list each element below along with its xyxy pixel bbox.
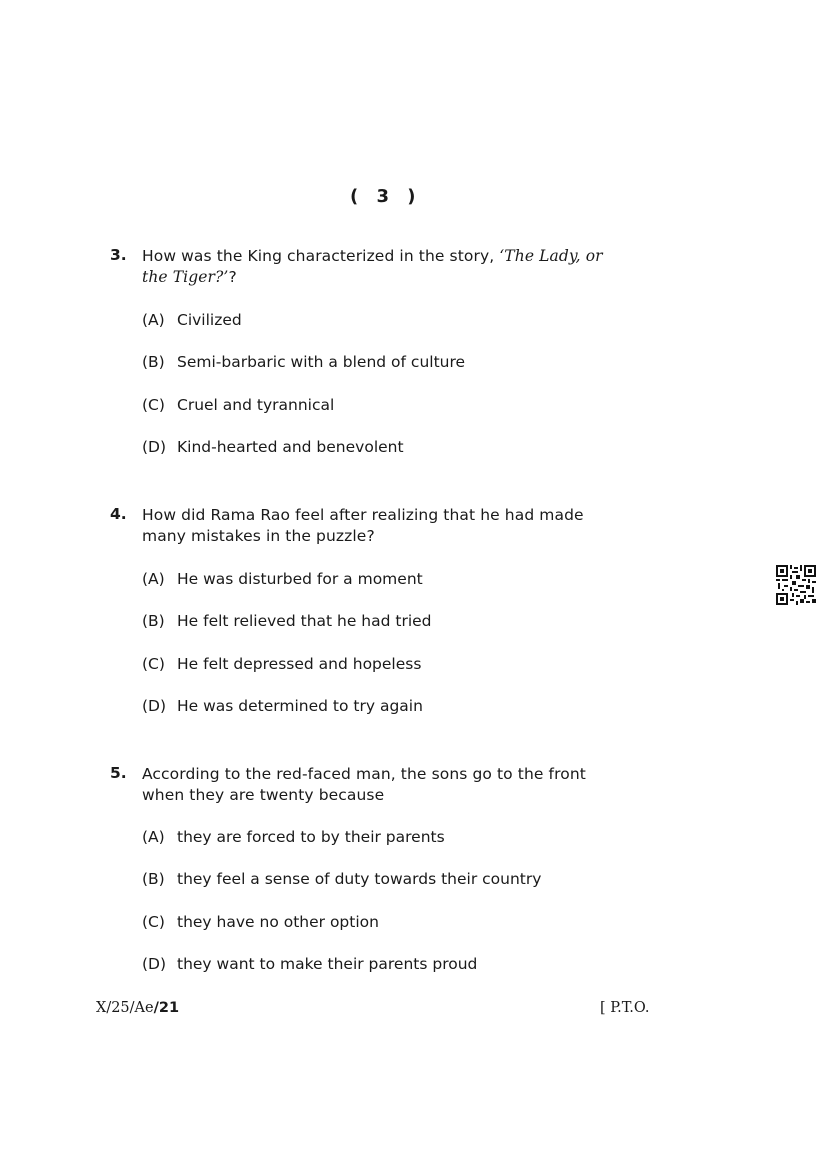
option-text: Semi-barbaric with a blend of culture — [177, 353, 466, 371]
option-text: He was determined to try again — [177, 697, 423, 715]
option-label: (D) — [142, 697, 167, 715]
option-text: they want to make their parents proud — [177, 955, 478, 973]
option-label: (B) — [142, 870, 165, 888]
option-label: (B) — [142, 612, 165, 630]
option-text: He felt depressed and hopeless — [177, 655, 422, 673]
page-number: ( 3 ) — [350, 186, 422, 207]
option-a — [142, 310, 242, 331]
option-label: (B) — [142, 353, 165, 371]
option-a — [142, 827, 445, 848]
option-d — [142, 696, 423, 717]
option-label: (A) — [142, 570, 165, 588]
option-b — [142, 869, 541, 890]
option-text: they have no other option — [177, 913, 379, 931]
option-d — [142, 437, 404, 458]
option-c — [142, 395, 334, 416]
question-text: How did Rama Rao feel after realizing that he had made many mistakes in the puzzle? — [142, 506, 584, 545]
option-b — [142, 611, 432, 632]
option-label: (C) — [142, 396, 165, 414]
pto-label: [ P.T.O. — [600, 1000, 650, 1016]
option-c — [142, 654, 421, 675]
option-text: they feel a sense of duty towards their country — [177, 870, 542, 888]
option-text: He was disturbed for a moment — [177, 570, 423, 588]
option-text: Kind-hearted and benevolent — [177, 438, 404, 456]
option-text: they are forced to by their parents — [177, 828, 445, 846]
question-text: According to the red-faced man, the sons go to the front when they are twenty because — [142, 765, 586, 804]
option-b — [142, 352, 465, 373]
option-label: (C) — [142, 655, 165, 673]
option-label: (C) — [142, 913, 165, 931]
option-label: (A) — [142, 828, 165, 846]
paper-code: X/25/Ae/21 — [96, 1000, 180, 1016]
question-number: 4. — [110, 505, 127, 523]
qr-code-icon — [776, 565, 816, 605]
question-number: 5. — [110, 764, 127, 782]
option-label: (D) — [142, 438, 167, 456]
question-text: How was the King characterized in the story, ‘The Lady, or the Tiger?’? — [142, 247, 603, 286]
option-a — [142, 569, 423, 590]
option-text: Civilized — [177, 311, 242, 329]
option-text: Cruel and tyrannical — [177, 396, 335, 414]
option-label: (A) — [142, 311, 165, 329]
question-number: 3. — [110, 246, 127, 264]
option-c — [142, 912, 379, 933]
option-text: He felt relieved that he had tried — [177, 612, 432, 630]
option-d — [142, 954, 477, 975]
option-label: (D) — [142, 955, 167, 973]
